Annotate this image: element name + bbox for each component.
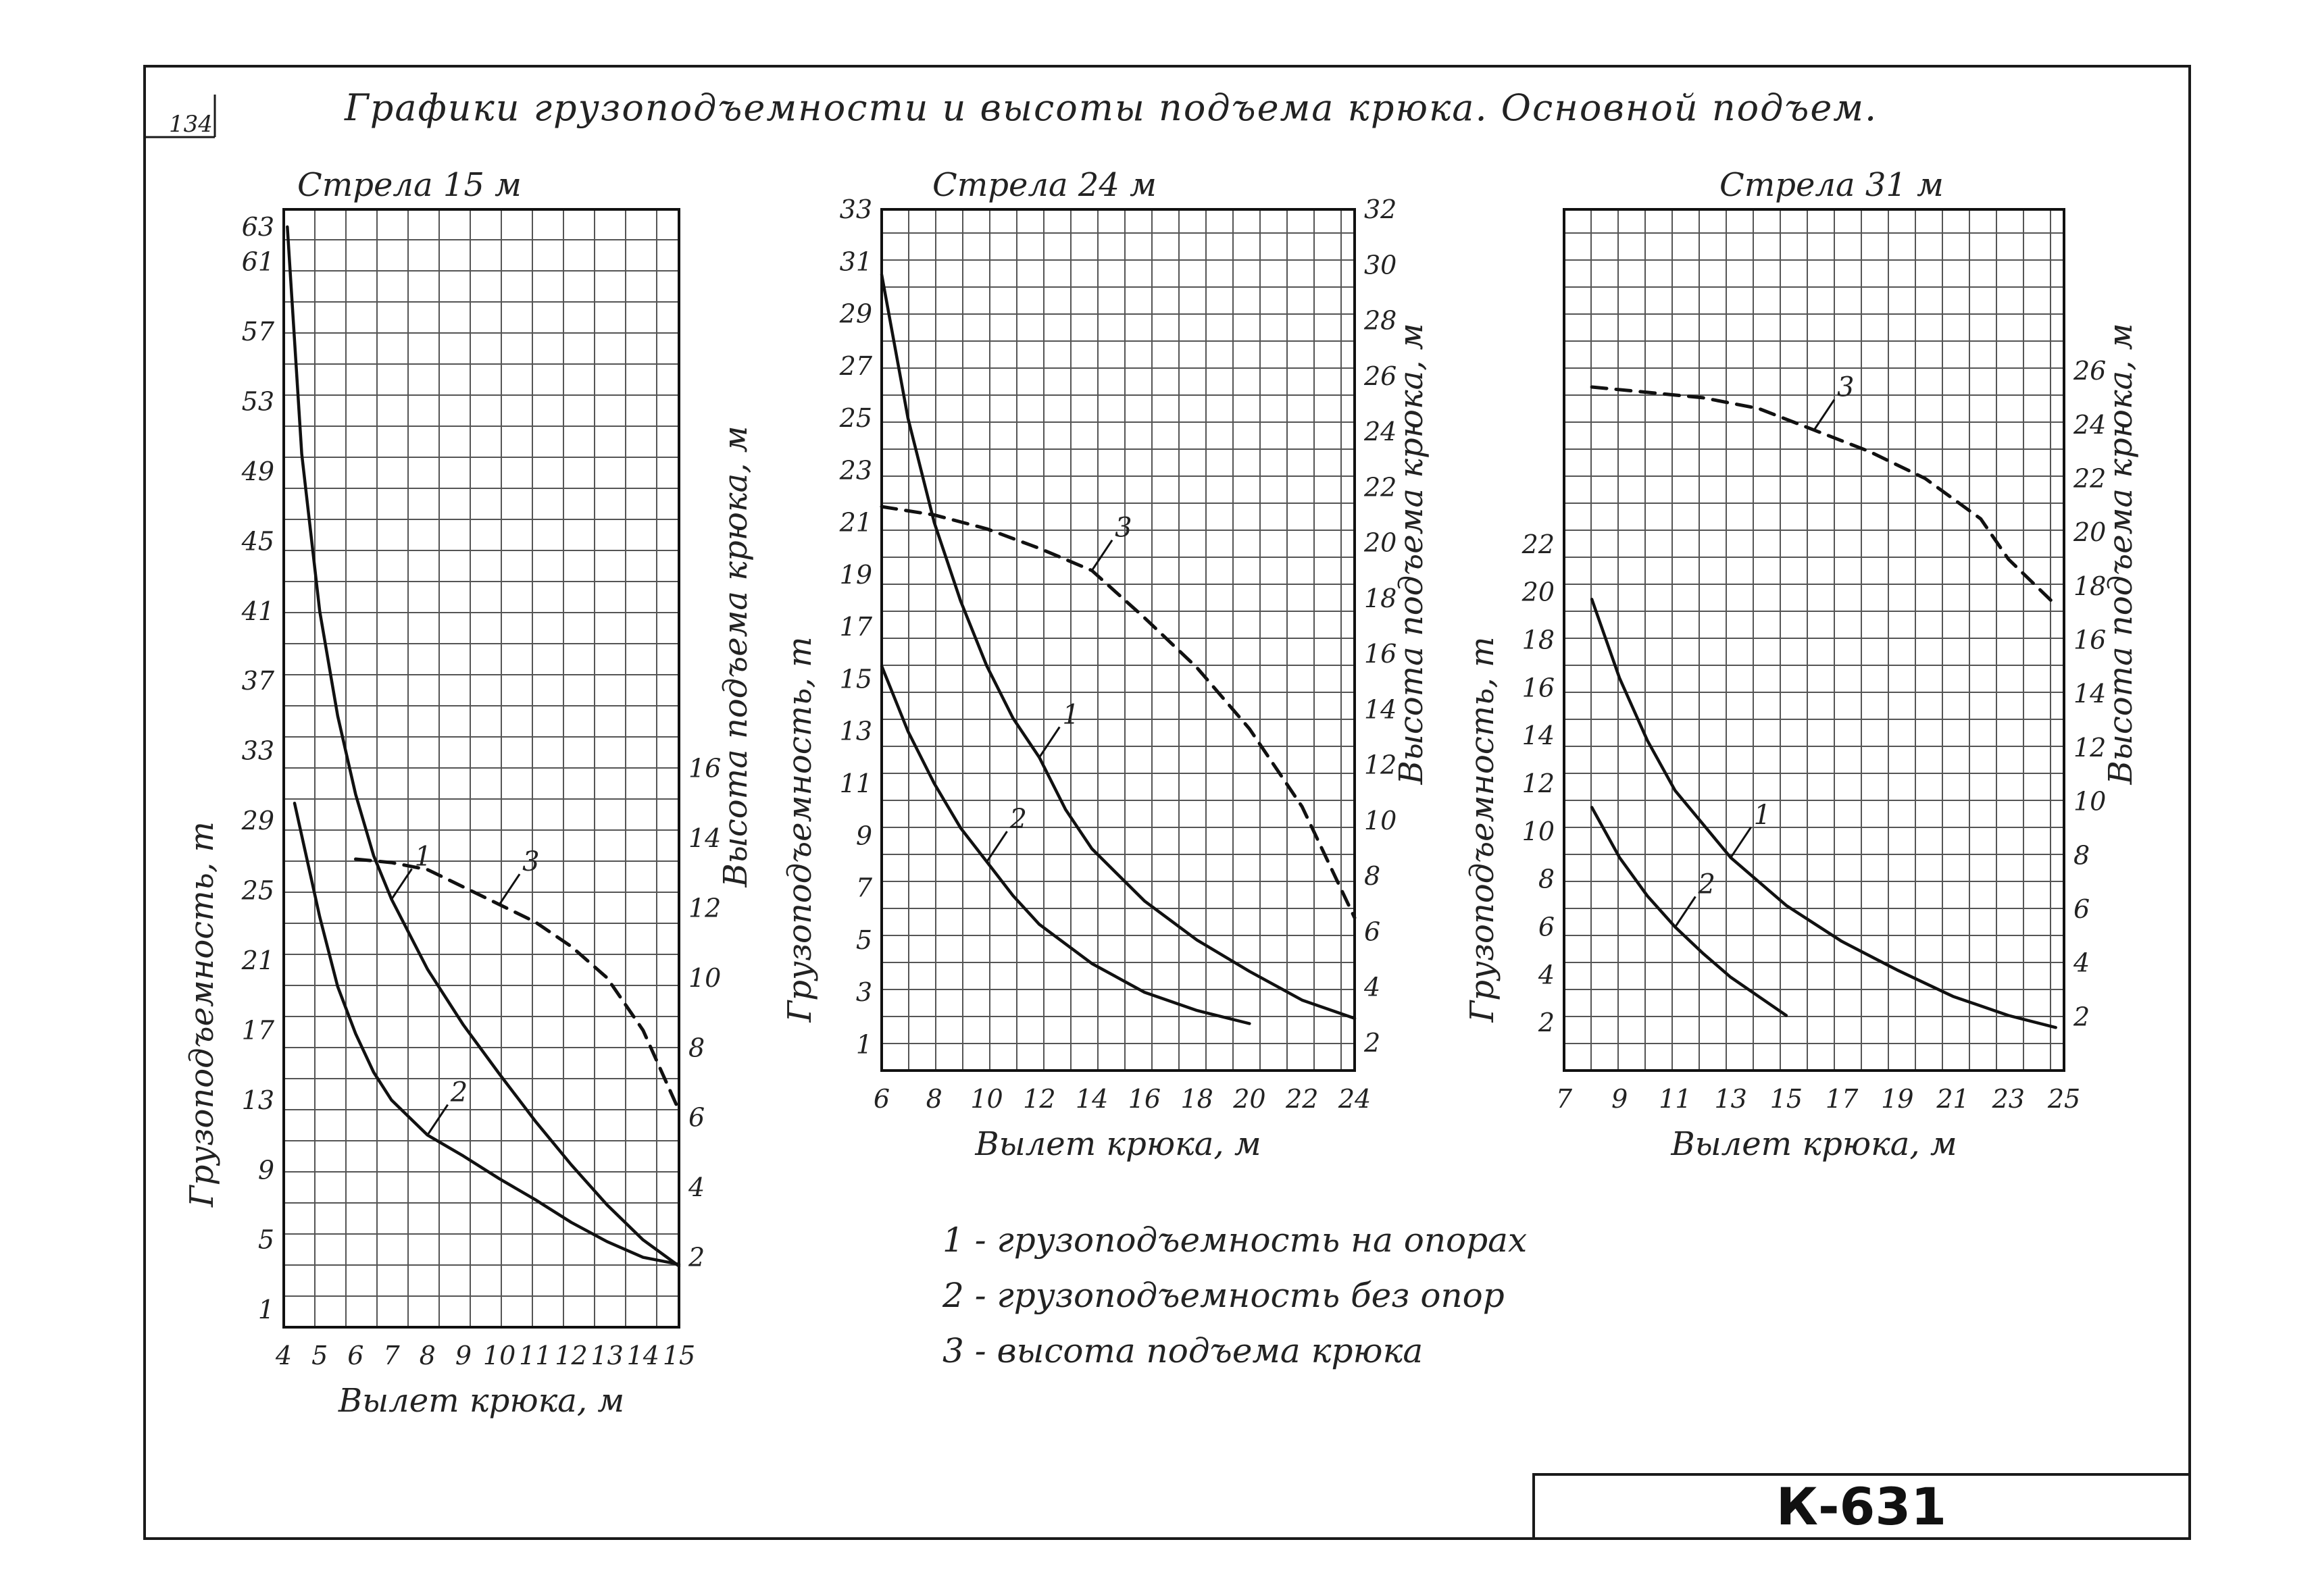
y2-axis-label: Высота подъема крюка, м xyxy=(717,426,755,887)
chart-1 xyxy=(183,166,755,1420)
series-callout-label: 1 xyxy=(1062,699,1080,731)
sheet-title: Графики грузоподъемности и высоты подъема крюка. Основной подъем. xyxy=(345,86,1878,129)
x-tick-label: 10 xyxy=(970,1084,1003,1114)
y-tick-label: 14 xyxy=(1521,721,1555,751)
x-axis-label: Вылет крюка, м xyxy=(338,1382,625,1420)
y2-tick-label: 8 xyxy=(688,1033,705,1063)
y2-tick-label: 2 xyxy=(688,1242,705,1272)
y2-tick-label: 26 xyxy=(2073,356,2107,386)
series-callout-label: 1 xyxy=(414,841,432,873)
y2-tick-label: 6 xyxy=(2073,894,2090,924)
y-tick-label: 37 xyxy=(241,666,274,696)
series-callout-label: 3 xyxy=(1837,371,1855,403)
series-callout-leader xyxy=(499,874,520,904)
y2-tick-label: 22 xyxy=(1364,472,1397,503)
series-2-line xyxy=(1592,807,1786,1015)
legend xyxy=(942,1220,1527,1370)
y-tick-label: 17 xyxy=(241,1015,274,1046)
x-tick-label: 7 xyxy=(1555,1084,1573,1114)
series-callout-label: 2 xyxy=(1009,803,1028,835)
y-tick-label: 10 xyxy=(1521,816,1555,846)
y2-tick-label: 16 xyxy=(1364,639,1397,669)
y2-tick-label: 8 xyxy=(1364,861,1381,892)
y2-tick-label: 28 xyxy=(1364,305,1397,336)
y2-tick-label: 16 xyxy=(2073,625,2107,655)
y2-tick-label: 14 xyxy=(1364,694,1397,725)
series-callout-leader xyxy=(1675,897,1695,927)
chart-title: Стрела 31 м xyxy=(1719,166,1944,204)
y-tick-label: 21 xyxy=(839,507,872,538)
x-tick-label: 10 xyxy=(482,1341,516,1370)
y-tick-label: 33 xyxy=(241,736,274,766)
y2-tick-label: 20 xyxy=(2073,517,2107,548)
x-tick-label: 14 xyxy=(1075,1084,1109,1114)
y-tick-label: 25 xyxy=(241,875,274,906)
y-tick-label: 27 xyxy=(839,351,872,381)
y2-tick-label: 8 xyxy=(2073,840,2090,871)
y2-tick-label: 18 xyxy=(1364,583,1397,613)
chart-title: Стрела 24 м xyxy=(932,166,1157,204)
grid xyxy=(882,209,1355,1071)
legend-item-1: 1 - грузоподъемность на опорах xyxy=(942,1220,1528,1260)
y-tick-label: 2 xyxy=(1538,1008,1555,1038)
y-tick-label: 29 xyxy=(241,806,274,836)
series-callout-label: 2 xyxy=(1698,869,1715,900)
y2-tick-label: 4 xyxy=(1364,972,1381,1002)
y-tick-label: 29 xyxy=(839,299,872,329)
x-tick-label: 14 xyxy=(626,1341,659,1370)
y-tick-label: 21 xyxy=(241,945,274,975)
x-axis-label: Вылет крюка, м xyxy=(1671,1125,1957,1163)
y2-tick-label: 10 xyxy=(688,962,722,993)
x-tick-label: 9 xyxy=(455,1341,472,1370)
x-tick-label: 6 xyxy=(347,1341,364,1370)
y2-tick-label: 12 xyxy=(688,893,722,923)
y-tick-label: 49 xyxy=(241,456,274,486)
y2-tick-label: 16 xyxy=(688,753,722,783)
x-tick-label: 15 xyxy=(1769,1084,1803,1114)
y2-tick-label: 2 xyxy=(1364,1027,1381,1058)
legend-item-2: 2 - грузоподъемность без опор xyxy=(942,1276,1505,1315)
y-tick-label: 17 xyxy=(839,612,872,642)
x-tick-label: 22 xyxy=(1286,1084,1319,1114)
x-tick-label: 12 xyxy=(555,1341,588,1370)
y-tick-label: 53 xyxy=(241,386,274,417)
series-3-line xyxy=(1592,387,2056,605)
y2-tick-label: 18 xyxy=(2073,571,2107,601)
y-tick-label: 1 xyxy=(855,1029,872,1060)
y2-tick-label: 14 xyxy=(688,823,722,853)
y-axis-label: Грузоподъемность, т xyxy=(183,821,221,1208)
x-tick-label: 24 xyxy=(1338,1084,1372,1114)
y-tick-label: 23 xyxy=(839,455,872,486)
x-tick-label: 19 xyxy=(1881,1084,1914,1114)
series-2-line xyxy=(295,803,679,1264)
plot-area-border xyxy=(882,209,1355,1071)
x-tick-label: 11 xyxy=(519,1341,552,1370)
y-tick-label: 16 xyxy=(1521,673,1555,703)
y2-tick-label: 12 xyxy=(1364,750,1397,780)
x-tick-label: 5 xyxy=(311,1341,328,1370)
y-axis-label: Грузоподъемность, т xyxy=(1463,636,1501,1023)
y2-tick-label: 4 xyxy=(688,1173,705,1203)
plot-area-border xyxy=(1564,209,2064,1071)
chart-3 xyxy=(1463,166,2140,1163)
y2-tick-label: 32 xyxy=(1364,195,1397,224)
y-tick-label: 19 xyxy=(839,559,872,590)
y-tick-label: 7 xyxy=(855,873,872,903)
x-tick-label: 25 xyxy=(2047,1084,2081,1114)
chart-2 xyxy=(781,166,1430,1163)
series-callout-label: 2 xyxy=(450,1077,468,1108)
series-1-line xyxy=(882,275,1355,1019)
y-tick-label: 13 xyxy=(241,1085,274,1115)
series-1-line xyxy=(1592,599,2056,1027)
x-tick-label: 20 xyxy=(1233,1084,1266,1114)
y2-tick-label: 20 xyxy=(1364,527,1397,558)
y-tick-label: 6 xyxy=(1538,912,1555,942)
y-tick-label: 4 xyxy=(1538,960,1555,990)
x-tick-label: 21 xyxy=(1936,1084,1969,1114)
x-tick-label: 12 xyxy=(1023,1084,1056,1114)
series-callout-leader xyxy=(1039,727,1059,757)
y-tick-label: 3 xyxy=(855,977,872,1008)
y2-tick-label: 4 xyxy=(2073,948,2090,978)
x-tick-label: 4 xyxy=(275,1341,293,1370)
y2-tick-label: 10 xyxy=(2073,786,2107,817)
x-tick-label: 16 xyxy=(1128,1084,1161,1114)
x-tick-label: 23 xyxy=(1992,1084,2025,1114)
y-tick-label: 13 xyxy=(839,716,872,746)
y-tick-label: 8 xyxy=(1538,864,1555,894)
y2-axis-label: Высота подъема крюка, м xyxy=(1392,323,1430,785)
y-tick-label: 15 xyxy=(839,664,872,694)
y-tick-label: 5 xyxy=(855,925,872,955)
y-tick-label: 61 xyxy=(241,247,274,277)
series-callout-leader xyxy=(1814,400,1834,430)
chart-title: Стрела 15 м xyxy=(297,166,522,204)
y-tick-label: 41 xyxy=(241,596,274,626)
x-tick-label: 8 xyxy=(926,1084,942,1114)
series-callout-label: 1 xyxy=(1753,799,1771,831)
x-tick-label: 8 xyxy=(419,1341,436,1370)
grid xyxy=(284,209,679,1327)
series-callout-label: 3 xyxy=(522,846,540,878)
y2-tick-label: 24 xyxy=(2073,409,2107,440)
y2-tick-label: 10 xyxy=(1364,805,1397,835)
y2-axis-label: Высота подъема крюка, м xyxy=(2102,323,2140,785)
y-tick-label: 22 xyxy=(1521,529,1555,559)
y-tick-label: 45 xyxy=(241,526,274,557)
x-tick-label: 7 xyxy=(383,1341,400,1370)
y-tick-label: 31 xyxy=(839,247,872,277)
y-tick-label: 9 xyxy=(855,821,872,851)
page-number: 134 xyxy=(169,111,213,138)
y-tick-label: 57 xyxy=(241,317,274,347)
series-callout-leader xyxy=(1092,540,1112,571)
series-callout-leader xyxy=(392,869,412,899)
y2-tick-label: 30 xyxy=(1364,250,1397,280)
y-tick-label: 1 xyxy=(257,1295,274,1325)
y-tick-label: 20 xyxy=(1521,577,1555,607)
y-tick-label: 33 xyxy=(839,195,872,224)
y-tick-label: 11 xyxy=(839,769,872,798)
x-tick-label: 18 xyxy=(1180,1084,1213,1114)
x-tick-label: 11 xyxy=(1659,1084,1692,1114)
x-tick-label: 13 xyxy=(1714,1084,1747,1114)
y2-tick-label: 6 xyxy=(1364,917,1381,947)
y-tick-label: 18 xyxy=(1521,625,1555,655)
y-tick-label: 25 xyxy=(839,403,872,434)
y2-tick-label: 22 xyxy=(2073,463,2107,494)
grid xyxy=(1564,209,2064,1071)
y2-tick-label: 12 xyxy=(2073,732,2107,763)
x-tick-label: 6 xyxy=(873,1084,890,1114)
y2-tick-label: 26 xyxy=(1364,361,1397,391)
y-tick-label: 63 xyxy=(241,211,274,242)
y-tick-label: 5 xyxy=(257,1225,274,1255)
y-axis-label: Грузоподъемность, т xyxy=(781,636,819,1023)
x-tick-label: 9 xyxy=(1611,1084,1628,1114)
series-callout-leader xyxy=(1731,827,1751,858)
y-tick-label: 9 xyxy=(257,1155,274,1185)
x-tick-label: 13 xyxy=(590,1341,624,1370)
y-tick-label: 12 xyxy=(1521,769,1555,798)
series-callout-label: 3 xyxy=(1115,512,1132,544)
x-tick-label: 17 xyxy=(1825,1084,1859,1114)
x-axis-label: Вылет крюка, м xyxy=(975,1125,1261,1163)
y2-tick-label: 6 xyxy=(688,1102,705,1133)
y2-tick-label: 24 xyxy=(1364,417,1397,447)
y2-tick-label: 2 xyxy=(2073,1002,2090,1032)
legend-item-3: 3 - высота подъема крюка xyxy=(942,1331,1424,1370)
series-3-line xyxy=(882,507,1355,918)
model-designation: К-631 xyxy=(1776,1476,1947,1537)
x-tick-label: 15 xyxy=(662,1341,696,1370)
y2-tick-label: 14 xyxy=(2073,679,2107,709)
